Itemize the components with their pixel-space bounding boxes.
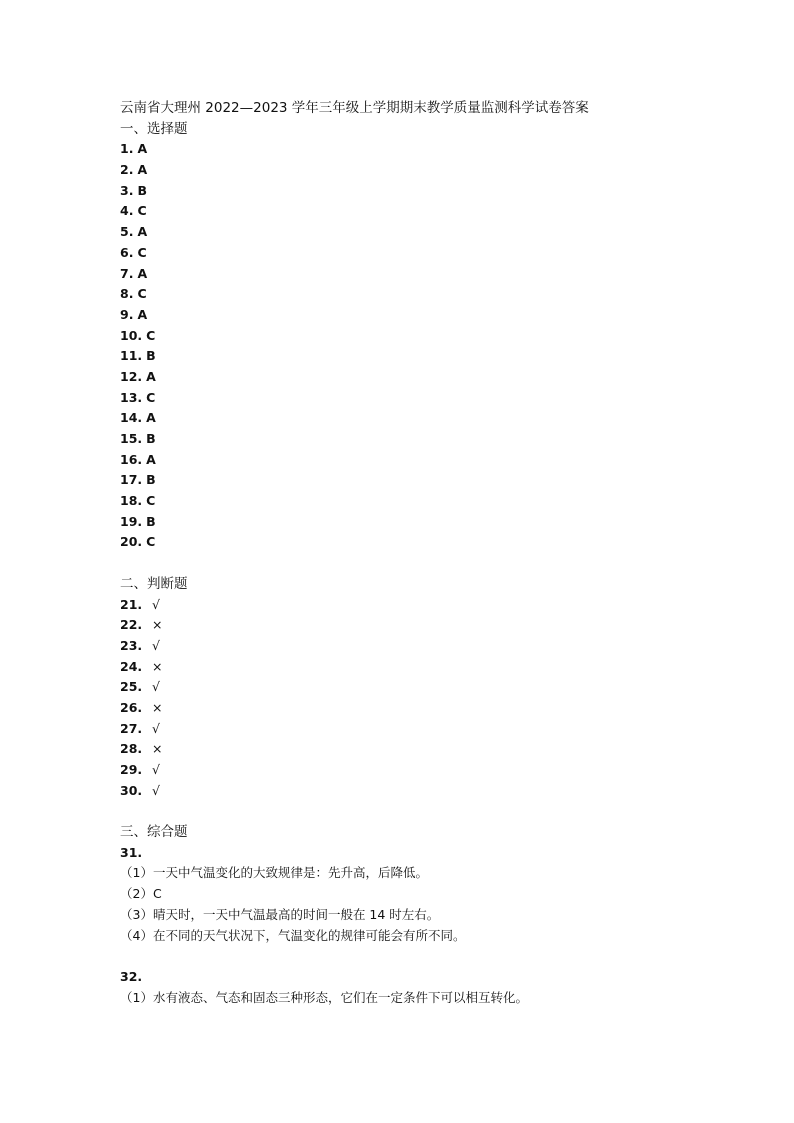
answer-row [120,760,760,781]
answer-value: × [152,658,163,674]
spacer [120,946,760,967]
answer-value: √ [152,762,160,777]
document-title: 云南省大理州 2022—2023 学年三年级上学期期末教学质量监测科学试卷答案 [120,100,589,116]
answer-row [120,305,760,326]
answer-row [120,657,760,678]
answer-row [120,491,760,512]
answer-row [120,326,760,347]
question-32-number: 32. [120,968,143,984]
answer-value: A [137,141,148,157]
answer-value: A [137,162,148,178]
answer-value: × [152,741,163,757]
answer-value: B [146,472,156,488]
question-number: 23. [120,637,143,653]
answer-row [120,139,760,160]
answer-row [120,243,760,264]
answer-value: C [146,389,156,405]
answer-row [120,739,760,760]
answer-part: （2）C [120,886,162,902]
spacer [120,801,760,822]
question-number: 16. [120,451,143,467]
question-number: 4. [120,203,134,219]
answer-value: C [137,203,147,219]
answer-value: B [146,431,156,446]
answer-row [120,367,760,388]
section-heading-judge: 二、判断题 [120,575,188,592]
answer-row [120,408,760,429]
question-32-answers [120,988,760,1009]
answer-row [120,388,760,409]
answer-row [120,181,760,202]
question-number: 29. [120,762,143,777]
answer-row [120,450,760,471]
answer-value: √ [152,596,160,612]
answer-value: A [137,265,148,281]
answer-value: B [137,182,147,198]
question-number: 20. [120,534,143,550]
question-number: 28. [120,741,143,757]
answer-document [120,98,760,1008]
section-heading-comprehensive: 三、综合题 [120,824,188,841]
answer-value: √ [152,637,160,653]
question-number: 25. [120,679,143,695]
answer-value: B [146,348,156,364]
answer-row [120,719,760,740]
question-number: 3. [120,182,134,198]
answer-row [120,698,760,719]
choice-answer-list [120,139,760,553]
answer-part: （4）在不同的天气状况下，气温变化的规律可能会有所不同。 [120,927,466,943]
question-number: 26. [120,699,143,715]
answer-value: A [137,224,148,240]
answer-row [120,636,760,657]
answer-row [120,429,760,450]
answer-value: A [146,451,156,467]
answer-part: （3）晴天时，一天中气温最高的时间一般在 14 时左右。 [120,906,440,922]
answer-value: B [146,513,156,529]
question-number: 7. [120,265,134,281]
answer-row [120,781,760,802]
answer-row [120,512,760,533]
question-number: 13. [120,389,143,405]
question-number: 24. [120,658,143,674]
question-number: 10. [120,327,143,343]
question-number: 17. [120,472,143,488]
answer-value: × [152,617,163,633]
answer-value: √ [152,679,160,695]
answer-row [120,264,760,285]
question-number: 12. [120,368,143,384]
question-number: 18. [120,493,143,509]
answer-value: C [137,286,147,302]
answer-part: （1）一天中气温变化的大致规律是：先升高，后降低。 [120,865,428,881]
question-number: 27. [120,720,143,736]
answer-value: √ [152,720,160,736]
answer-row [120,595,760,616]
question-number: 22. [120,617,143,633]
answer-value: A [137,306,148,322]
section-heading-choice: 一、选择题 [120,120,188,137]
question-number: 11. [120,348,143,364]
answer-value: × [152,699,163,715]
answer-part: （1）水有液态、气态和固态三种形态，它们在一定条件下可以相互转化。 [120,989,528,1005]
question-number: 8. [120,286,134,302]
question-number: 1. [120,141,134,157]
answer-row [120,470,760,491]
answer-row [120,201,760,222]
judge-answer-list [120,595,760,802]
question-number: 14. [120,410,143,426]
answer-row [120,222,760,243]
answer-value: A [146,410,156,426]
question-number: 21. [120,596,143,612]
question-number: 6. [120,244,134,260]
question-number: 30. [120,782,143,798]
answer-row [120,615,760,636]
answer-value: √ [152,782,160,798]
answer-row [120,532,760,553]
question-31-answers [120,863,760,946]
answer-value: A [146,368,156,384]
answer-value: C [146,493,156,509]
answer-row [120,160,760,181]
answer-row [120,677,760,698]
answer-row [120,346,760,367]
question-number: 19. [120,513,143,529]
answer-value: C [137,244,147,260]
spacer [120,553,760,574]
answer-row [120,284,760,305]
question-number: 2. [120,162,134,178]
question-number: 9. [120,306,134,322]
answer-value: C [146,327,156,343]
question-number: 5. [120,224,134,240]
question-number: 15. [120,431,143,446]
answer-value: C [146,534,156,550]
question-31-number: 31. [120,844,143,860]
